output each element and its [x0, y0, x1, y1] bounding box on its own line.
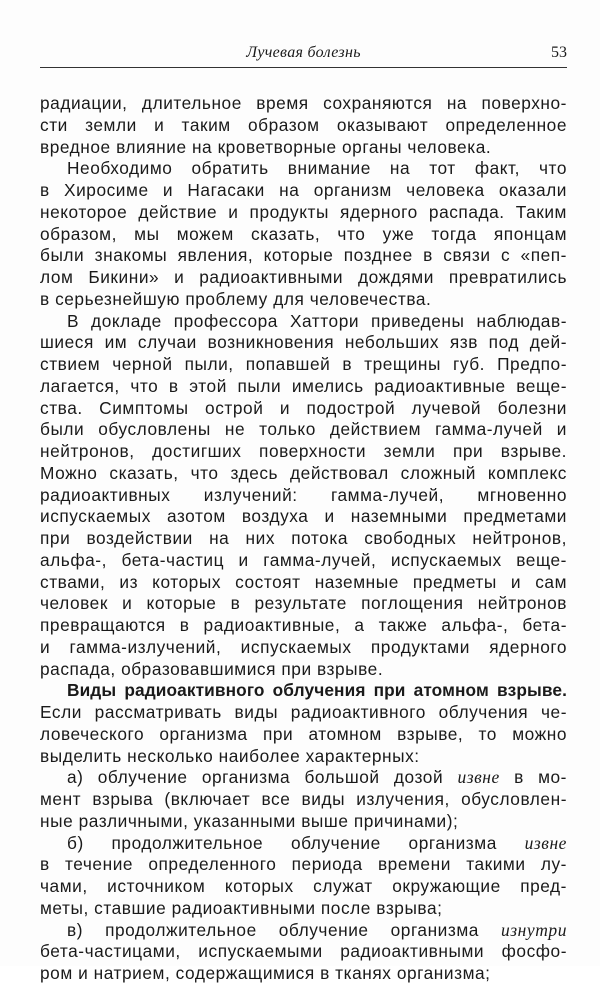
- text-line: ства. Симптомы острой и подострой лучевой болезни: [40, 397, 567, 418]
- body-text: [40, 93, 567, 985]
- text-line: были обусловлены не только действием гамма-лучей и: [40, 419, 567, 440]
- text-line: в течение определенного периода времени такими лу-: [40, 854, 567, 875]
- text-line: ные различными, указанными выше причинами);: [40, 810, 459, 831]
- text-line: лом Бикини» и радиоактивными дождями превратились: [40, 267, 567, 287]
- text-line: превращаются в радиоактивные, а также альфа-, бета-: [40, 615, 567, 635]
- text-line: некоторое действие и продукты ядерного распада. Таким: [40, 201, 567, 222]
- text-line: альфа-, бета-частиц и гамма-лучей, испускаемых веще-: [40, 549, 567, 570]
- text-line: мент взрыва (включает все виды излучения, обусловлен-: [40, 789, 567, 809]
- header-rule: [40, 67, 567, 68]
- text-line: и гамма-излучений, испускаемых продуктами ядерного: [40, 636, 567, 657]
- text-line: были знакомы явления, которые позднее в связи с «пеп-: [40, 245, 567, 266]
- text-line: бета-частицами, испускаемыми радиоактивными фосфо-: [40, 941, 567, 962]
- text-line: Необходимо обратить внимание на тот факт, что: [67, 158, 567, 179]
- text-line: в Хиросиме и Нагасаки на организм человека оказали: [40, 180, 567, 200]
- text-line: радиации, длительное время сохраняются на поверхно-: [40, 93, 567, 113]
- page-number: 53: [551, 44, 567, 61]
- text-line: нейтронов, достигших поверхности земли при взрыве.: [40, 441, 567, 461]
- text-line: радиоактивных излучений: гамма-лучей, мгновенно: [40, 484, 567, 505]
- text-line: чами, источником которых служат окружающие пред-: [40, 876, 567, 896]
- text-line: испускаемых азотом воздуха и наземными предметами: [40, 506, 567, 527]
- text-line: а) облучение организма большой дозой извне в мо-: [67, 767, 567, 788]
- text-line: меты, ставшие радиоактивными после взрыва;: [40, 897, 443, 918]
- text-line: выделить несколько наиболее характерных:: [40, 745, 420, 766]
- text-line: распада, образовавшимися при взрыве.: [40, 658, 384, 679]
- text-line: вредное влияние на кроветворные органы человека.: [40, 136, 492, 157]
- text-line: ствием черной пыли, попавшей в трещины губ. Предпо-: [40, 354, 567, 374]
- text-line: шиеся им случаи возникновения небольших язв под дей-: [40, 332, 567, 353]
- text-line: человек и которые в результате поглощения нейтронов: [40, 593, 567, 614]
- text-line: в) продолжительное облучение организма изнутри: [67, 919, 567, 940]
- text-line: в серьезнейшую проблему для человечества.: [40, 288, 432, 309]
- running-title: Лучевая болезнь: [246, 44, 361, 61]
- text-line: ловеческого организма при атомном взрыве, то можно: [40, 723, 567, 744]
- text-line: при воздействии на них потока свободных нейтронов,: [40, 528, 567, 548]
- running-head: [40, 44, 567, 64]
- text-line: В докладе профессора Хаттори приведены наблюдав-: [67, 310, 567, 331]
- text-line: Можно сказать, что здесь действовал сложный комплекс: [40, 462, 567, 483]
- text-line: б) продолжительное облучение организма извне: [67, 832, 567, 853]
- text-line: ром и натрием, содержащимися в тканях организма;: [40, 963, 491, 983]
- text-line: образом, мы можем сказать, что уже тогда японцам: [40, 223, 567, 244]
- text-line: лагается, что в этой пыли имелись радиоактивные веще-: [40, 375, 567, 396]
- text-line: Если рассматривать виды радиоактивного облучения че-: [40, 702, 567, 722]
- text-line: ствами, из которых состоят наземные предметы и сам: [40, 571, 567, 592]
- text-line: сти земли и таким образом оказывают определенное: [40, 114, 567, 135]
- text-line: Виды радиоактивного облучения при атомном взрыве.: [67, 680, 567, 701]
